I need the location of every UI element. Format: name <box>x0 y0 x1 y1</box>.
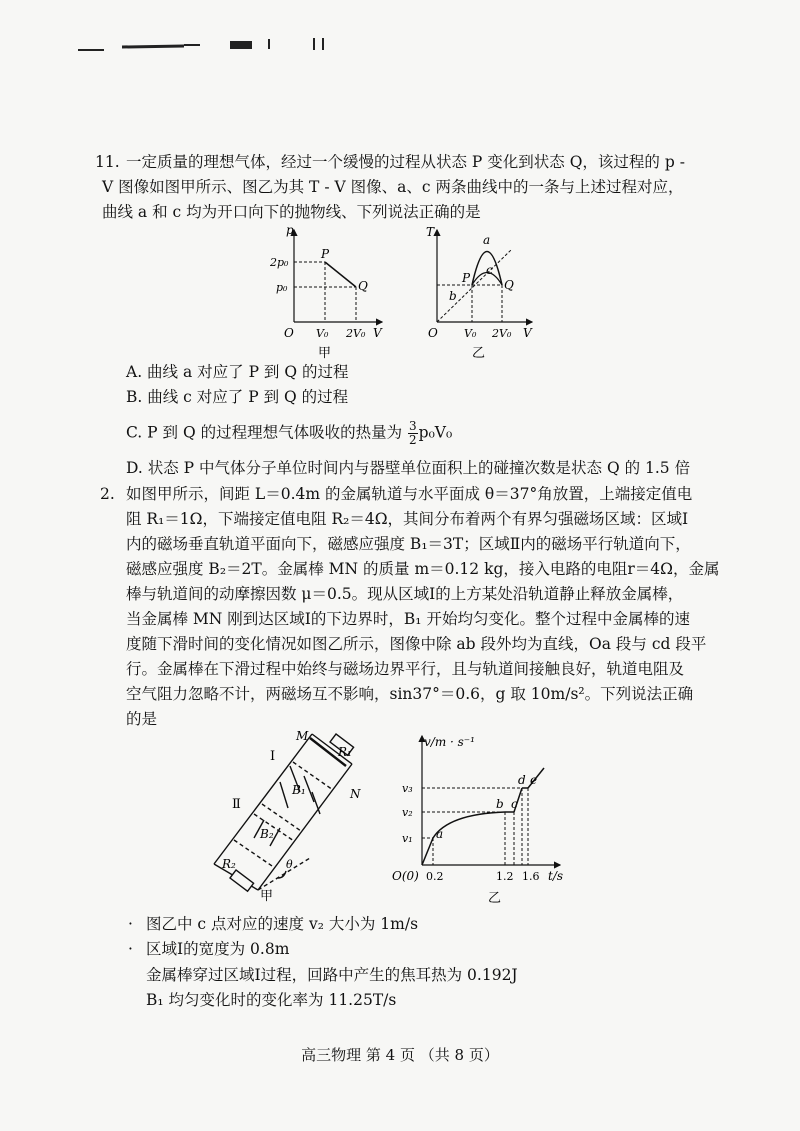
caption-yi: 乙 <box>472 346 486 361</box>
label-d: d <box>518 773 526 787</box>
tick-p0: p₀ <box>276 281 288 294</box>
label-B1: B₁ <box>292 783 306 797</box>
tick-v1: v₁ <box>402 832 413 845</box>
q12-option-b: 区域Ⅰ的宽度为 0.8m <box>146 940 290 958</box>
tick-t02: 0.2 <box>426 870 444 883</box>
q12-option-a: 图乙中 c 点对应的速度 v₂ 大小为 1m/s <box>146 915 419 933</box>
q12-stem-line-6: 当金属棒 MN 刚到达区域Ⅰ的下边界时，B₁ 开始均匀变化。整个过程中金属棒的速 <box>126 610 690 628</box>
q11-stem-line-1: 一定质量的理想气体，经过一个缓慢的过程从状态 P 变化到状态 Q，该过程的 p - <box>126 153 685 171</box>
resistor-R2 <box>230 870 254 891</box>
caption-yi: 乙 <box>488 891 502 905</box>
v-axis-label: V <box>373 326 382 340</box>
q12-bullet-2: · <box>128 940 133 958</box>
q12-option-d: B₁ 均匀变化时的变化率为 11.25T/s <box>146 991 397 1009</box>
q12-stem-line-4: 磁感应强度 B₂＝2T。金属棒 MN 的质量 m＝0.12 kg，接入电路的电阻r＝4Ω，金属 <box>126 560 720 578</box>
tick-t16: 1.6 <box>522 870 540 883</box>
t-axis-label: T <box>426 225 435 239</box>
label-M: M <box>296 729 309 743</box>
t-axis-label: t/s <box>548 869 564 883</box>
q12-stem-line-3: 内的磁场垂直轨道平面向下，磁感应强度 B₁＝3T；区域Ⅱ内的磁场平行轨道向下， <box>126 535 691 553</box>
label-region-II: Ⅱ <box>232 797 241 812</box>
tick-2V0: 2V₀ <box>492 327 512 340</box>
label-R1: R₁ <box>338 745 352 759</box>
q12-option-c: 金属棒穿过区域Ⅰ过程，回路中产生的焦耳热为 0.192J <box>146 966 518 984</box>
tick-v3: v₃ <box>402 782 413 795</box>
label-Q: Q <box>504 278 514 292</box>
q11-option-c-text: C. P 到 Q 的过程理想气体吸收的热量为 <box>126 423 403 442</box>
v-axis-label: v/m · s⁻¹ <box>424 735 475 749</box>
q12-stem-line-5: 棒与轨道间的动摩擦因数 μ＝0.5。现从区域Ⅰ的上方某处沿轨道静止释放金属棒， <box>126 585 684 603</box>
origin-label: O(0) <box>392 869 419 883</box>
q11-stem-line-3: 曲线 a 和 c 均为开口向下的抛物线、下列说法正确的是 <box>102 203 481 221</box>
q12-stem-line-8: 行。金属棒在下滑过程中始终与磁场边界平行，且与轨道间接触良好，轨道电阻及 <box>126 660 685 678</box>
page-footer: 高三物理 第 4 页 （共 8 页） <box>301 1046 499 1064</box>
q12-bullet-1: · <box>128 915 133 933</box>
label-a: a <box>483 233 491 247</box>
label-a: a <box>436 827 444 841</box>
caption-jia: 甲 <box>318 346 332 361</box>
origin-label: O <box>284 326 294 340</box>
q12-stem-line-7: 度随下滑时间的变化情况如图乙所示，图像中除 ab 段外均为直线，Oa 段与 cd 段平 <box>126 635 707 653</box>
q11-figure-jia <box>270 222 390 362</box>
q12-stem-line-10: 的是 <box>126 710 158 728</box>
tick-t12: 1.2 <box>496 870 514 883</box>
label-Q: Q <box>358 279 368 293</box>
q12-number: 2. <box>100 485 115 503</box>
rail-left <box>214 734 312 864</box>
b1-arrow-3 <box>280 782 288 808</box>
boundary-4 <box>234 840 275 868</box>
label-b: b <box>449 289 457 303</box>
label-R2: R₂ <box>222 857 236 871</box>
segment-Oa <box>422 838 433 865</box>
q12-figure-yi <box>388 730 568 905</box>
isobar-line <box>437 250 511 322</box>
label-B2: B₂ <box>260 827 274 841</box>
fraction-num: 3 <box>409 419 417 433</box>
segment-ab <box>433 812 505 838</box>
tick-v2: v₂ <box>402 806 413 819</box>
q11-option-c-tail: p₀V₀ <box>418 423 453 442</box>
label-theta: θ <box>286 858 293 871</box>
label-P: P <box>462 271 471 285</box>
q11-number: 11. <box>95 153 120 171</box>
q12-stem-line-1: 如图甲所示，间距 L＝0.4m 的金属轨道与水平面成 θ＝37°角放置，上端接定值电 <box>126 485 693 503</box>
q11-stem-line-2: V 图像如图甲所示、图乙为其 T - V 图像、a、c 两条曲线中的一条与上述过程对应， <box>102 178 684 196</box>
tick-2V0: 2V₀ <box>346 327 366 340</box>
label-N: N <box>350 787 361 801</box>
caption-jia: 甲 <box>260 889 274 903</box>
q11-figure-yi <box>420 222 540 362</box>
q11-option-c-fraction <box>408 420 418 447</box>
label-region-I: Ⅰ <box>270 749 276 764</box>
label-c: c <box>486 263 493 277</box>
label-b: b <box>496 797 504 811</box>
origin-label: O <box>428 326 438 340</box>
q11-option-d: D. 状态 P 中气体分子单位时间内与器壁单位面积上的碰撞次数是状态 Q 的 1.5 倍 <box>126 459 691 477</box>
q12-stem-line-2: 阻 R₁＝1Ω，下端接定值电阻 R₂＝4Ω，其间分布着两个有界匀强磁场区域：区域Ⅰ <box>126 510 689 528</box>
b1-arrow-4 <box>312 792 320 814</box>
tick-V0: V₀ <box>316 327 329 340</box>
fraction-den: 2 <box>409 433 417 447</box>
v-axis-label: V <box>523 326 532 340</box>
pq-line <box>325 262 356 287</box>
tick-2p0: 2p₀ <box>270 256 289 269</box>
label-P: P <box>321 247 330 261</box>
tick-V0: V₀ <box>464 327 477 340</box>
q11-option-a: A. 曲线 a 对应了 P 到 Q 的过程 <box>126 363 349 381</box>
q12-figure-jia <box>200 728 370 903</box>
q11-option-c <box>126 420 452 447</box>
q12-stem-line-9: 空气阻力忽略不计，两磁场互不影响，sin37°＝0.6，g 取 10m/s²。下列说法正确 <box>126 685 694 703</box>
q11-option-b: B. 曲线 c 对应了 P 到 Q 的过程 <box>126 388 349 406</box>
p-axis-label: p <box>286 223 294 237</box>
label-c: c <box>511 797 518 811</box>
label-e: e <box>530 773 538 787</box>
